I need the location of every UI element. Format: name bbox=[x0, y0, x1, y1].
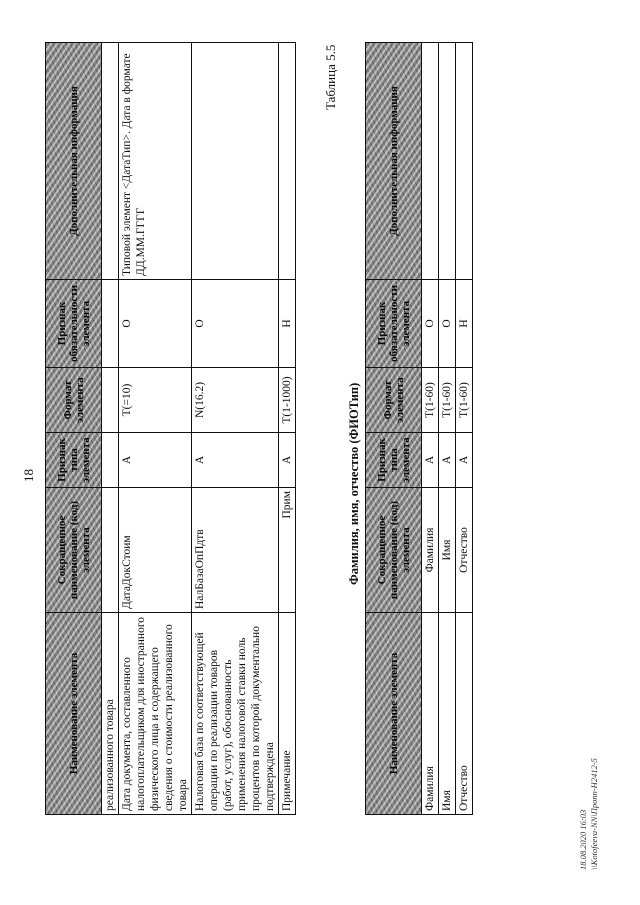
table-header-row bbox=[366, 43, 422, 815]
cell-info bbox=[192, 43, 279, 280]
table-header-row bbox=[46, 43, 102, 815]
cell-code: Имя bbox=[439, 488, 456, 613]
cell-code: Фамилия bbox=[422, 488, 439, 613]
elements-table bbox=[45, 42, 296, 815]
cell-name: Отчество bbox=[456, 613, 473, 815]
page-number: 18 bbox=[21, 469, 36, 482]
header-cell: Дополнительная информация bbox=[46, 43, 102, 280]
cell-code: НалБазаОпПдтв bbox=[192, 488, 279, 613]
footer-stamp bbox=[578, 758, 600, 870]
cell-name: Фамилия bbox=[422, 613, 439, 815]
cell-info bbox=[439, 43, 456, 280]
header-cell: Признак типа элемента bbox=[46, 433, 102, 488]
cell-info: Типовой элемент <ДатаТип>. Дата в формате ДД.ММ.ГГГГ bbox=[119, 43, 192, 280]
table-row bbox=[119, 43, 192, 815]
cell-type: А bbox=[422, 433, 439, 488]
cell-code: Отчество bbox=[456, 488, 473, 613]
cell-type: А bbox=[119, 433, 192, 488]
cell-name: Налоговая база по соответствующей операции по реализации товаров (работ, услуг), обоснованность применения налоговой ставки ноль процентов по которой документально подтверждена bbox=[192, 613, 279, 815]
cell-type: А bbox=[456, 433, 473, 488]
cell-type bbox=[102, 433, 119, 488]
cell-req: О bbox=[439, 280, 456, 368]
header-cell: Формат элемента bbox=[366, 368, 422, 433]
cell-code: Прим bbox=[279, 488, 296, 613]
footer-path: \\Kotofeeva-NN\Пропп-Н2412-5 bbox=[589, 758, 599, 870]
header-cell: Признак типа элемента bbox=[366, 433, 422, 488]
cell-code bbox=[102, 488, 119, 613]
table-row bbox=[422, 43, 439, 815]
cell-info bbox=[102, 43, 119, 280]
cell-format: T(1-1000) bbox=[279, 368, 296, 433]
table-caption: Таблица 5.5 bbox=[323, 44, 338, 110]
cell-type: А bbox=[192, 433, 279, 488]
cell-format: T(1-60) bbox=[422, 368, 439, 433]
header-cell: Сокращенное наименование (код) элемента bbox=[366, 488, 422, 613]
header-cell: Наименование элемента bbox=[366, 613, 422, 815]
cell-code: ДатаДокСтоим bbox=[119, 488, 192, 613]
cell-name: Имя bbox=[439, 613, 456, 815]
cell-req: О bbox=[192, 280, 279, 368]
table-row bbox=[102, 43, 119, 815]
cell-req: О bbox=[422, 280, 439, 368]
cell-name: Дата документа, составленного налогоплательщиком для иностранного физического лица и содержащего сведения о стоимости реализованного товара bbox=[119, 613, 192, 815]
cell-format: T(1-60) bbox=[456, 368, 473, 433]
table-row bbox=[439, 43, 456, 815]
cell-name: Примечание bbox=[279, 613, 296, 815]
header-cell: Дополнительная информация bbox=[366, 43, 422, 280]
cell-req: О bbox=[119, 280, 192, 368]
header-cell: Признак обязательности элемента bbox=[366, 280, 422, 368]
cell-info bbox=[456, 43, 473, 280]
cell-req bbox=[102, 280, 119, 368]
cell-req: Н bbox=[279, 280, 296, 368]
cell-req: Н bbox=[456, 280, 473, 368]
cell-info bbox=[422, 43, 439, 280]
header-cell: Сокращенное наименование (код) элемента bbox=[46, 488, 102, 613]
table-row bbox=[279, 43, 296, 815]
cell-format: T(1-60) bbox=[439, 368, 456, 433]
cell-format: N(16.2) bbox=[192, 368, 279, 433]
footer-date: 18.08.2020 16:03 bbox=[578, 809, 588, 870]
table-title: Фамилия, имя, отчество (ФИОТип) bbox=[347, 382, 361, 585]
cell-format bbox=[102, 368, 119, 433]
header-cell: Признак обязательности элемента bbox=[46, 280, 102, 368]
table-row bbox=[192, 43, 279, 815]
fio-table bbox=[365, 42, 473, 815]
cell-format: T(=10) bbox=[119, 368, 192, 433]
cell-type: А bbox=[279, 433, 296, 488]
cell-info bbox=[279, 43, 296, 280]
cell-type: А bbox=[439, 433, 456, 488]
header-cell: Наименование элемента bbox=[46, 613, 102, 815]
cell-name: реализованного товара bbox=[102, 613, 119, 815]
table-row bbox=[456, 43, 473, 815]
header-cell: Формат элемента bbox=[46, 368, 102, 433]
